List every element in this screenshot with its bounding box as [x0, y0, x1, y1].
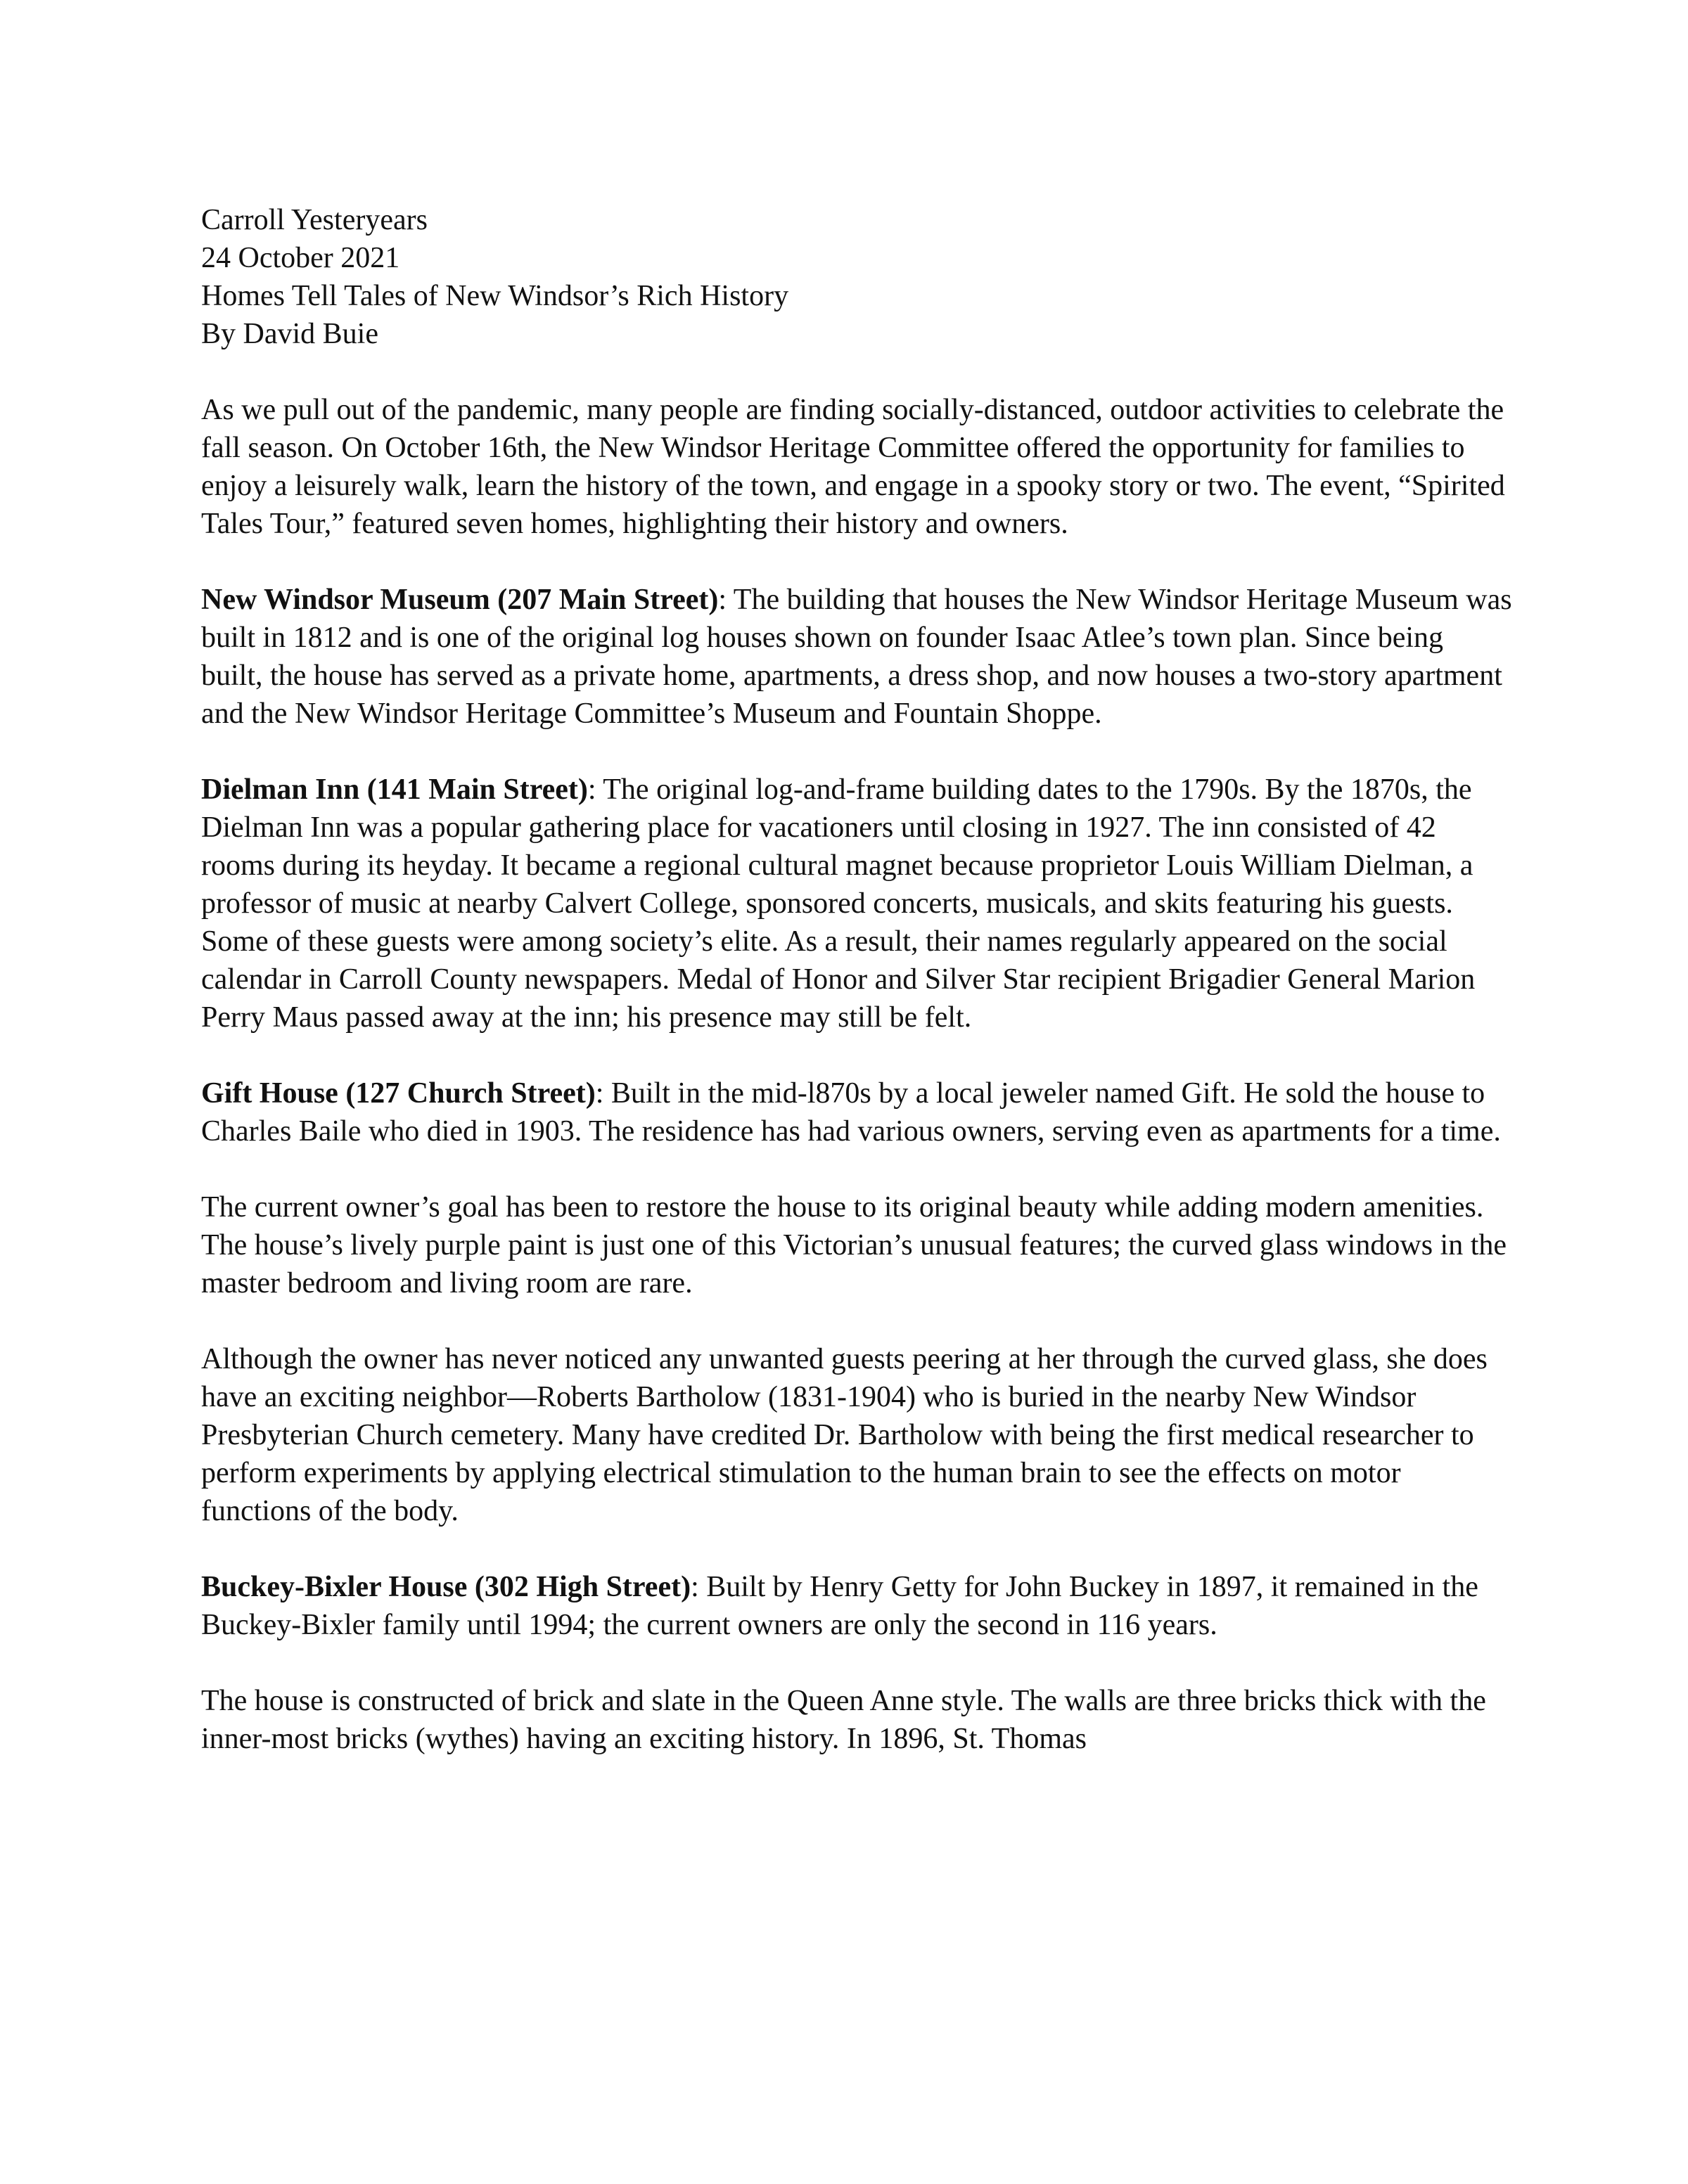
paragraph-gift-house — [201, 1074, 1512, 1150]
paragraph-museum — [201, 581, 1512, 733]
paragraph-lead: Buckey-Bixler House (302 High Street) — [201, 1571, 691, 1603]
article-byline: By David Buie — [201, 318, 378, 350]
paragraph-buckey-bixler-construction — [201, 1682, 1512, 1758]
paragraph-dielman-inn — [201, 771, 1512, 1036]
paragraph-lead: Gift House (127 Church Street) — [201, 1077, 596, 1110]
paragraph-text: : The original log-and-frame building dates to the 1790s. By the 1870s, the Dielman Inn was a popular gathering place for vacationers until closing in 1927. The inn consisted of 42 rooms during its heyday. It became a regional cultural magnet because proprietor Louis William Dielman, a professor of music at nearby Calvert College, sponsored concerts, musicals, and skits featuring his guests. Some of these guests were among society’s elite. As a result, their names regularly appeared on the social calendar in Carroll County newspapers. Medal of Honor and Silver Star recipient Brigadier General Marion Perry Maus passed away at the inn; his presence may still be felt. — [201, 773, 1476, 1034]
paragraph-text: : Built in the mid-l870s by a local jeweler named Gift. He sold the house to Charles Baile who died in 1903. The residence has had various owners, serving even as apartments for a time. — [201, 1077, 1501, 1148]
column-name: Carroll Yesteryears — [201, 204, 428, 236]
paragraph-lead: Dielman Inn (141 Main Street) — [201, 773, 588, 806]
paragraph-text: The current owner’s goal has been to restore the house to its original beauty while adding modern amenities. The house’s lively purple paint is just one of this Victorian’s unusual features; the curved glass windows in the master bedroom and living room are rare. — [201, 1191, 1507, 1299]
paragraph-text: : Built by Henry Getty for John Buckey in 1897, it remained in the Buckey-Bixler family until 1994; the current owners are only the second in 116 years. — [201, 1571, 1478, 1641]
paragraph-gift-house-neighbor — [201, 1340, 1512, 1530]
paragraph-text: The house is constructed of brick and slate in the Queen Anne style. The walls are three bricks thick with the inner-most bricks (wythes) having an exciting history. In 1896, St. Thomas — [201, 1685, 1486, 1755]
paragraph-text: Although the owner has never noticed any unwanted guests peering at her through the curved glass, she does have an exciting neighbor—Roberts Bartholow (1831-1904) who is buried in the nearby New Windsor Presbyterian Church cemetery. Many have credited Dr. Bartholow with being the first medical researcher to perform experiments by applying electrical stimulation to the human brain to see the effects on motor functions of the body. — [201, 1343, 1488, 1527]
article-title: Homes Tell Tales of New Windsor’s Rich History — [201, 280, 789, 312]
article-header — [201, 201, 1512, 353]
paragraph-text: : The building that houses the New Windsor Heritage Museum was built in 1812 and is one of the original log houses shown on founder Isaac Atlee’s town plan. Since being built, the house has served as a private home, apartments, a dress shop, and now houses a two-story apartment and the New Windsor Heritage Committee’s Museum and Fountain Shoppe. — [201, 584, 1512, 730]
paragraph-intro — [201, 391, 1512, 543]
paragraph-buckey-bixler — [201, 1568, 1512, 1644]
paragraph-text: As we pull out of the pandemic, many people are finding socially-distanced, outdoor activities to celebrate the fall season. On October 16th, the New Windsor Heritage Committee offered the opportunity for families to enjoy a leisurely walk, learn the history of the town, and engage in a spooky story or two. The event, “Spirited Tales Tour,” featured seven homes, highlighting their history and owners. — [201, 394, 1505, 540]
paragraph-gift-house-restoration — [201, 1188, 1512, 1302]
article-date: 24 October 2021 — [201, 242, 400, 274]
article-body — [201, 201, 1512, 1796]
paragraph-lead: New Windsor Museum (207 Main Street) — [201, 584, 719, 616]
